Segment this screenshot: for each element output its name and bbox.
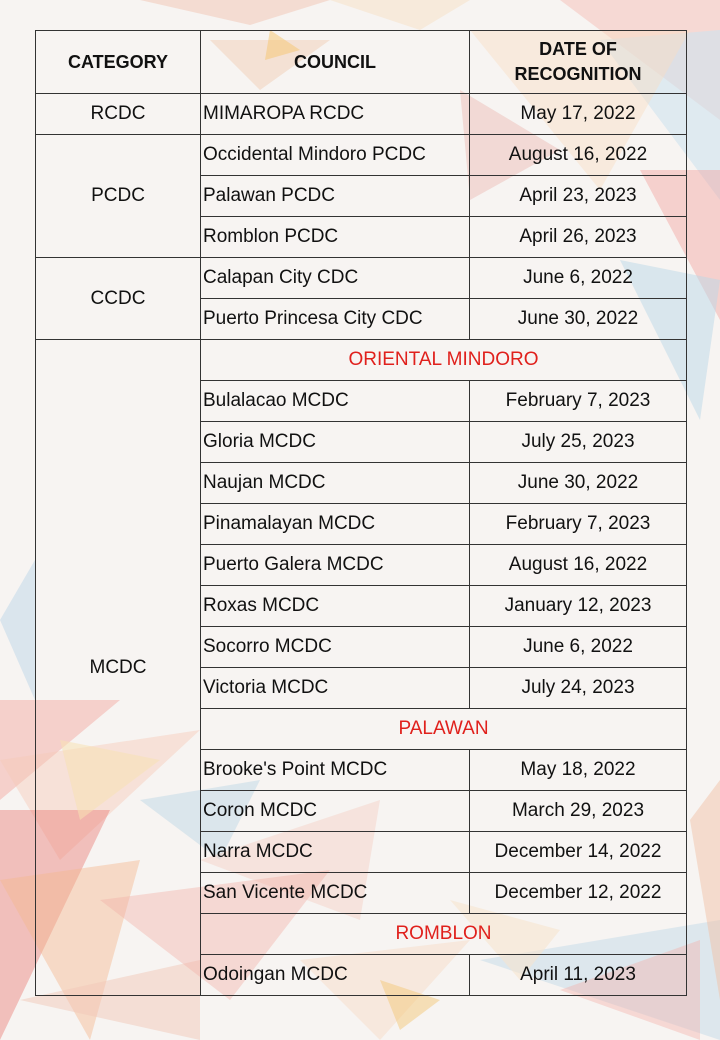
council-cell: Romblon PCDC bbox=[201, 217, 470, 258]
date-cell: June 6, 2022 bbox=[470, 258, 687, 299]
header-council: COUNCIL bbox=[201, 31, 470, 94]
header-category: CATEGORY bbox=[36, 31, 201, 94]
council-cell: Puerto Galera MCDC bbox=[201, 545, 470, 586]
council-cell: Bulalacao MCDC bbox=[201, 381, 470, 422]
date-cell: June 30, 2022 bbox=[470, 463, 687, 504]
header-date-of-recognition bbox=[470, 31, 687, 94]
date-cell: April 11, 2023 bbox=[470, 955, 687, 996]
date-cell: June 6, 2022 bbox=[470, 627, 687, 668]
date-cell: August 16, 2022 bbox=[470, 135, 687, 176]
table-row bbox=[36, 135, 687, 176]
council-cell: Puerto Princesa City CDC bbox=[201, 299, 470, 340]
category-pcdc: PCDC bbox=[36, 135, 201, 258]
date-cell: July 25, 2023 bbox=[470, 422, 687, 463]
header-date-line1: DATE OF bbox=[539, 39, 617, 59]
date-cell: March 29, 2023 bbox=[470, 791, 687, 832]
council-cell: Calapan City CDC bbox=[201, 258, 470, 299]
council-cell: Naujan MCDC bbox=[201, 463, 470, 504]
council-cell: Socorro MCDC bbox=[201, 627, 470, 668]
council-cell: Roxas MCDC bbox=[201, 586, 470, 627]
category-rcdc: RCDC bbox=[36, 94, 201, 135]
date-cell: April 26, 2023 bbox=[470, 217, 687, 258]
date-cell: February 7, 2023 bbox=[470, 504, 687, 545]
header-date-line2: RECOGNITION bbox=[514, 64, 642, 84]
table-header-row bbox=[36, 31, 687, 94]
date-cell: April 23, 2023 bbox=[470, 176, 687, 217]
date-cell: August 16, 2022 bbox=[470, 545, 687, 586]
region-heading-oriental-mindoro: ORIENTAL MINDORO bbox=[201, 340, 687, 381]
category-mcdc: MCDC bbox=[36, 340, 201, 996]
date-cell: July 24, 2023 bbox=[470, 668, 687, 709]
category-ccdc: CCDC bbox=[36, 258, 201, 340]
date-cell: January 12, 2023 bbox=[470, 586, 687, 627]
council-cell: Palawan PCDC bbox=[201, 176, 470, 217]
council-cell: MIMAROPA RCDC bbox=[201, 94, 470, 135]
region-heading-romblon: ROMBLON bbox=[201, 914, 687, 955]
council-cell: Pinamalayan MCDC bbox=[201, 504, 470, 545]
date-cell: December 14, 2022 bbox=[470, 832, 687, 873]
date-cell: June 30, 2022 bbox=[470, 299, 687, 340]
region-heading-palawan: PALAWAN bbox=[201, 709, 687, 750]
date-cell: May 17, 2022 bbox=[470, 94, 687, 135]
council-cell: Narra MCDC bbox=[201, 832, 470, 873]
table-row bbox=[36, 258, 687, 299]
date-cell: February 7, 2023 bbox=[470, 381, 687, 422]
region-row bbox=[36, 340, 687, 381]
council-cell: San Vicente MCDC bbox=[201, 873, 470, 914]
council-cell: Coron MCDC bbox=[201, 791, 470, 832]
council-cell: Occidental Mindoro PCDC bbox=[201, 135, 470, 176]
table-row bbox=[36, 94, 687, 135]
date-cell: December 12, 2022 bbox=[470, 873, 687, 914]
council-cell: Victoria MCDC bbox=[201, 668, 470, 709]
council-cell: Gloria MCDC bbox=[201, 422, 470, 463]
date-cell: May 18, 2022 bbox=[470, 750, 687, 791]
council-cell: Odoingan MCDC bbox=[201, 955, 470, 996]
recognition-table bbox=[35, 30, 687, 996]
council-cell: Brooke's Point MCDC bbox=[201, 750, 470, 791]
